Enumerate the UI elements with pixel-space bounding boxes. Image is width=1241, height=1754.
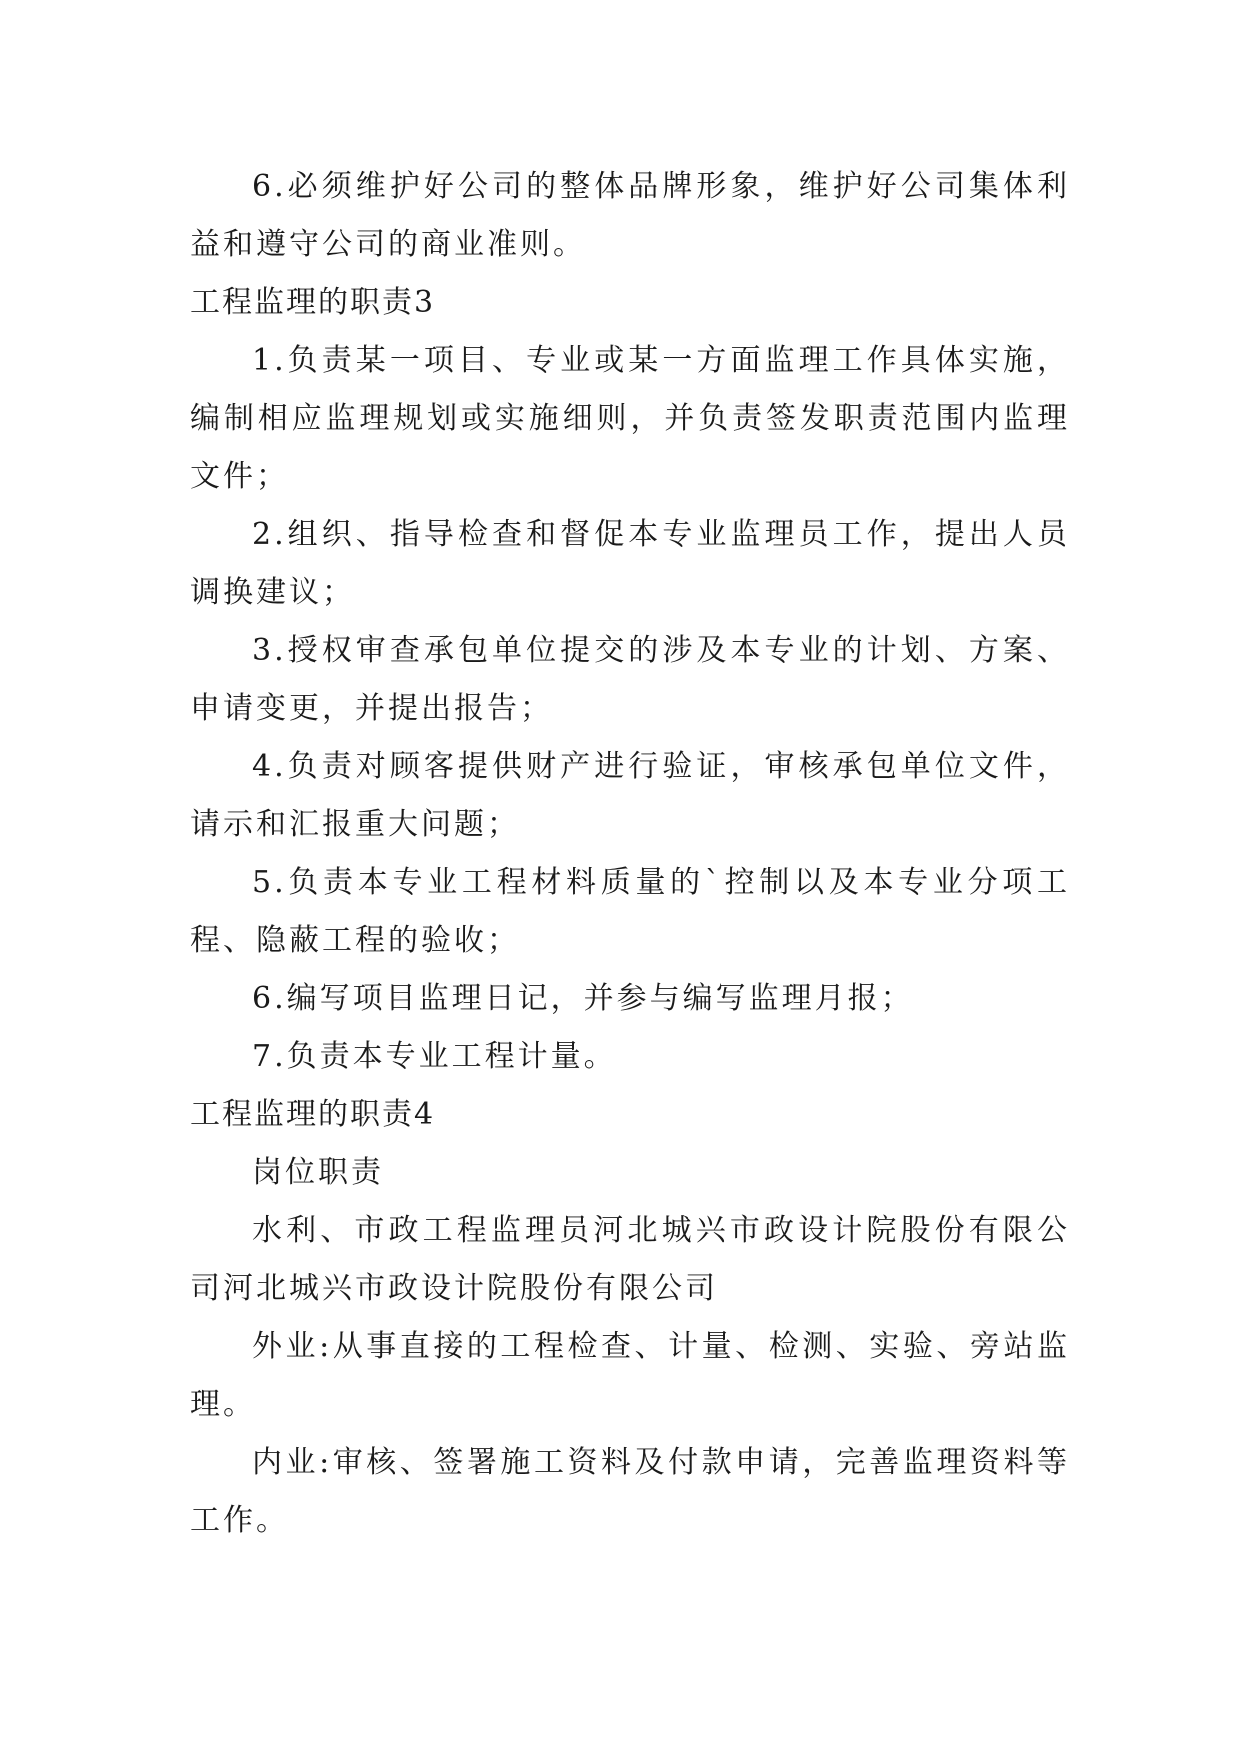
paragraph-5-quality: 5.负责本专业工程材料质量的`控制以及本专业分项工程、隐蔽工程的验收； [190, 865, 1070, 958]
section-heading-duties-3: 工程监理的职责3 [190, 285, 436, 320]
paragraph-3-review: 3.授权审查承包单位提交的涉及本专业的计划、方案、申请变更，并提出报告； [190, 633, 1070, 726]
paragraph-6-brand-image: 6.必须维护好公司的整体品牌形象，维护好公司集体利益和遵守公司的商业准则。 [190, 169, 1070, 262]
document-body [190, 158, 1070, 1550]
paragraph-2-organize: 2.组织、指导检查和督促本专业监理员工作，提出人员调换建议； [190, 517, 1070, 610]
paragraph-company: 水利、市政工程监理员河北城兴市政设计院股份有限公司河北城兴市政设计院股份有限公司 [190, 1213, 1070, 1306]
paragraph-office-work: 内业:审核、签署施工资料及付款申请，完善监理资料等工作。 [190, 1445, 1070, 1538]
paragraph-7-measurement: 7.负责本专业工程计量。 [252, 1039, 617, 1074]
paragraph-6-diary: 6.编写项目监理日记，并参与编写监理月报； [252, 981, 914, 1016]
paragraph-job-duties: 岗位职责 [252, 1155, 384, 1190]
paragraph-1-implementation: 1.负责某一项目、专业或某一方面监理工作具体实施，编制相应监理规划或实施细则，并负责签发职责范围内监理文件； [190, 343, 1070, 494]
section-heading-duties-4: 工程监理的职责4 [190, 1097, 436, 1132]
paragraph-field-work: 外业:从事直接的工程检查、计量、检测、实验、旁站监理。 [190, 1329, 1070, 1422]
paragraph-4-verify: 4.负责对顾客提供财产进行验证，审核承包单位文件，请示和汇报重大问题； [190, 749, 1070, 842]
